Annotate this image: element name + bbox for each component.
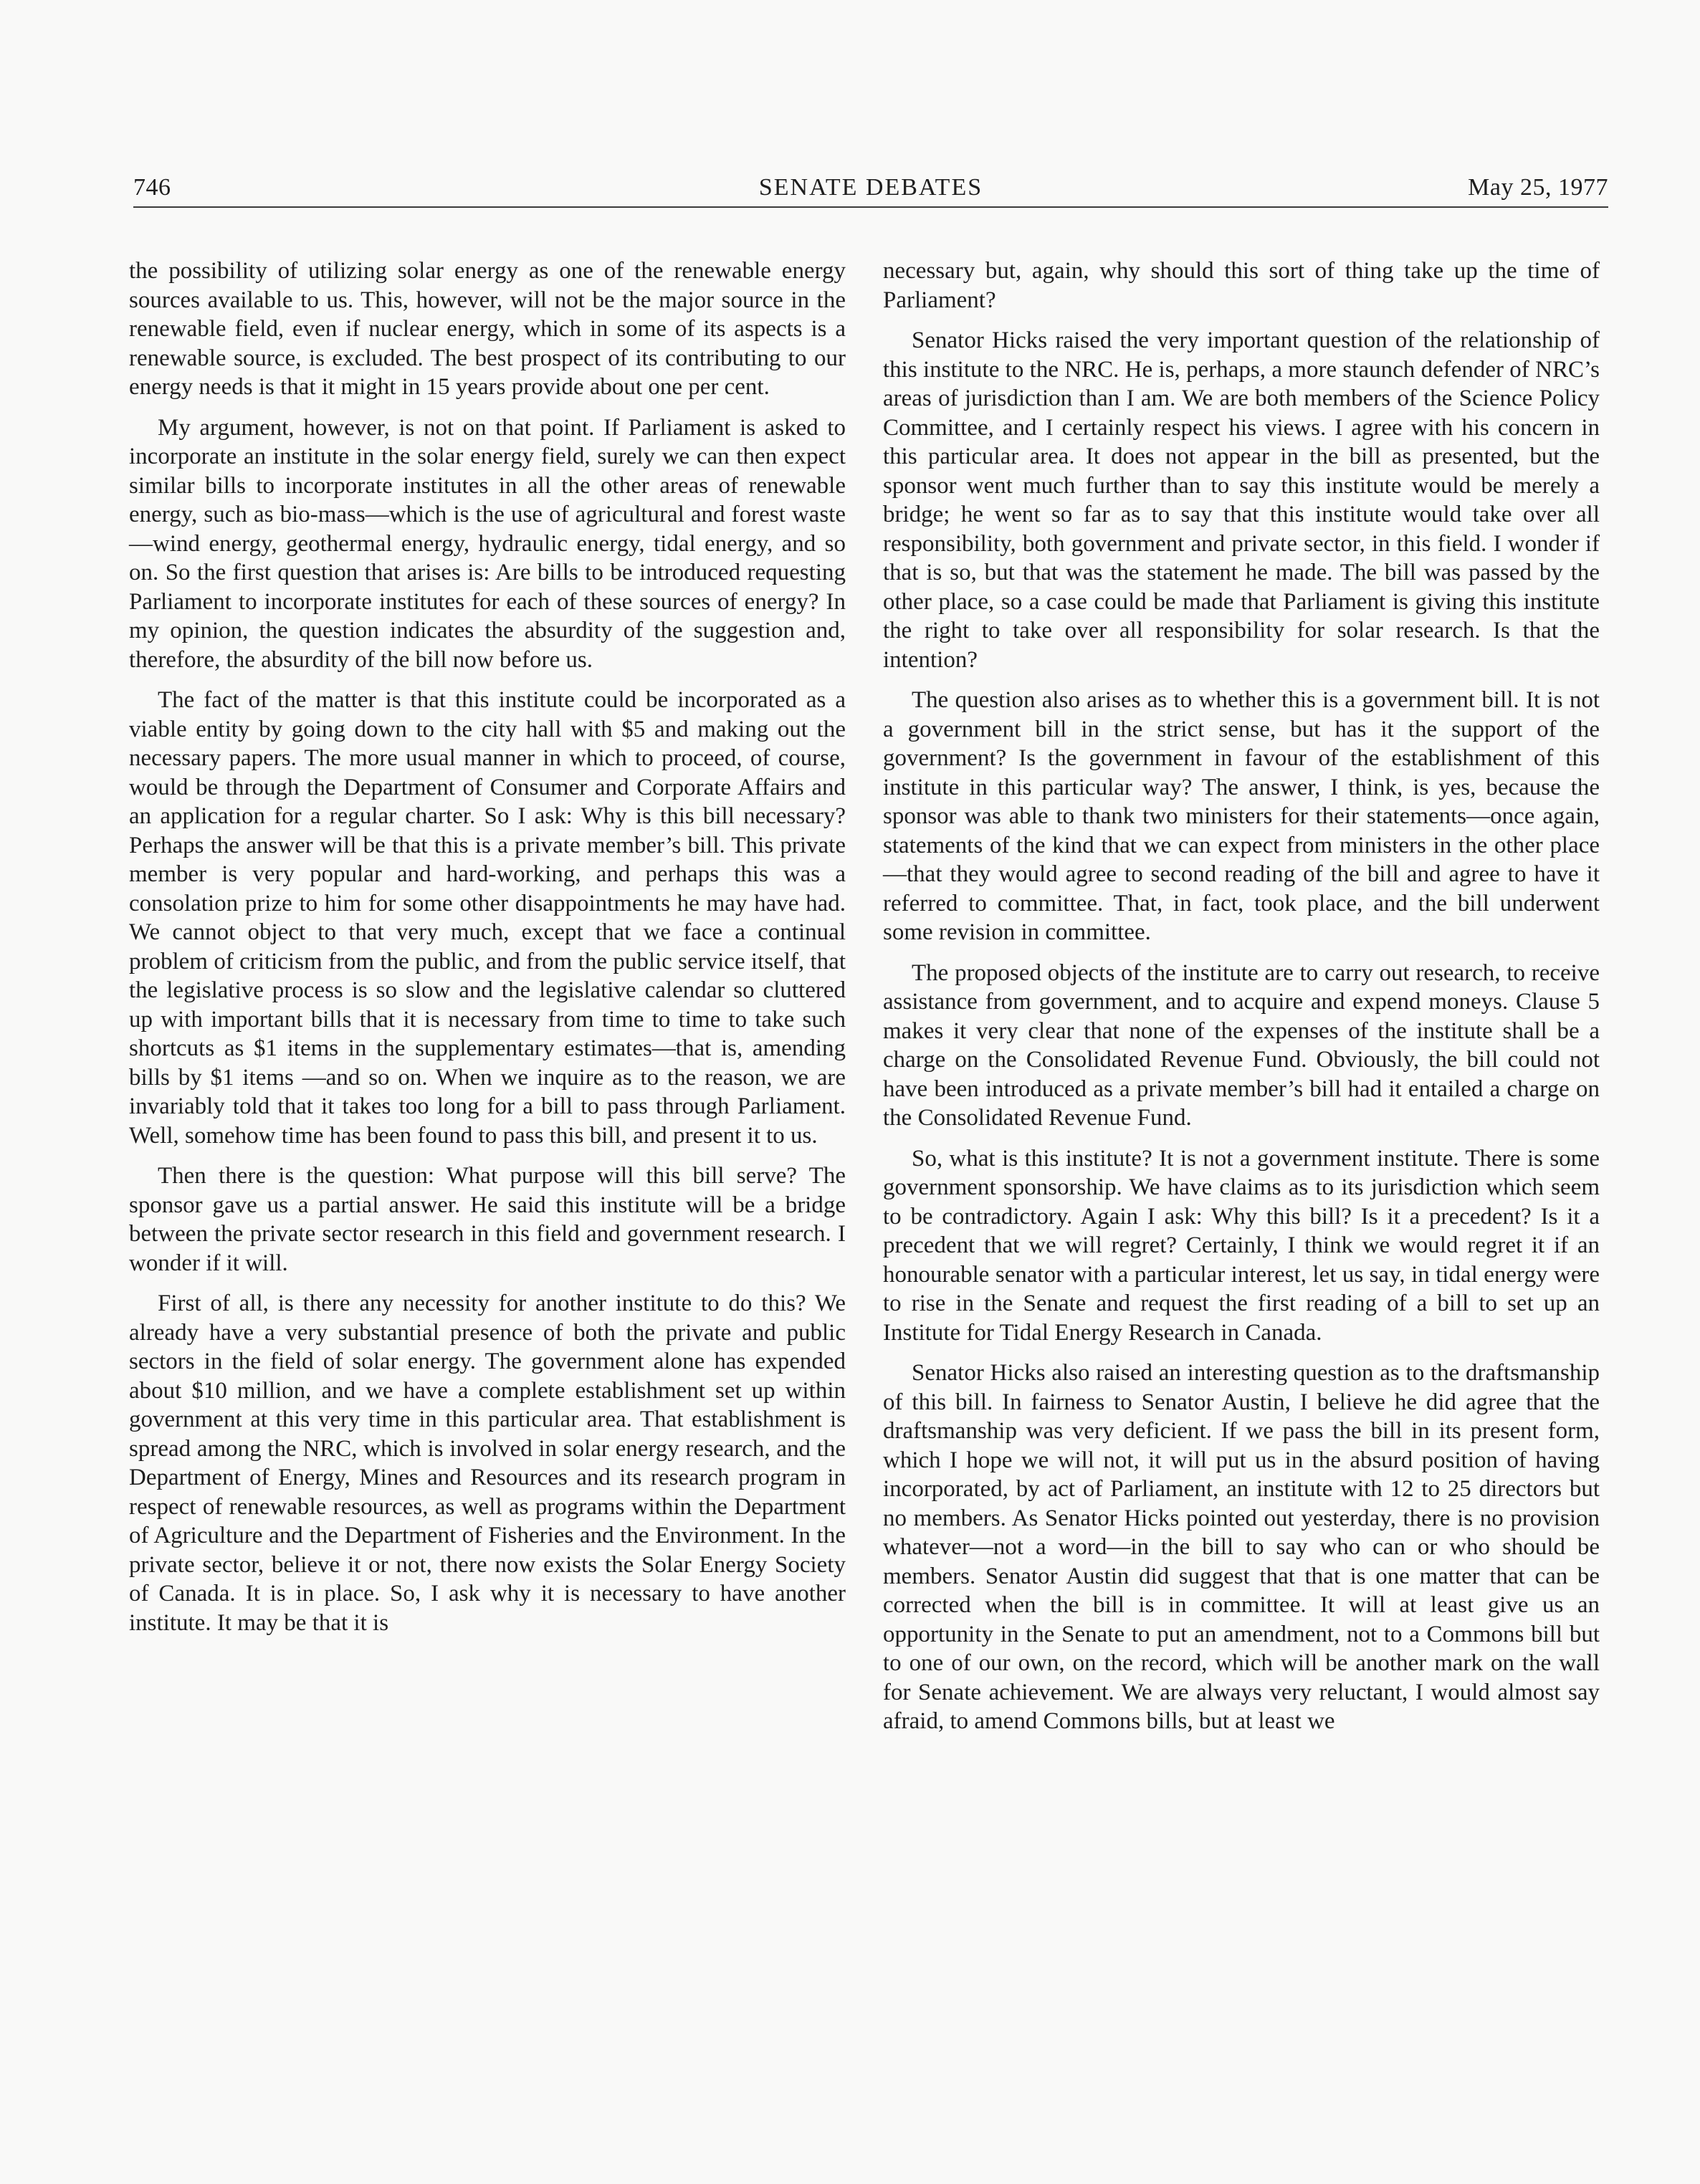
paragraph: So, what is this institute? It is not a government institute. There is some government sponsorship. We have claims as to its jurisdiction which seem to be contradictory. Again I ask: Why this bill? Is it a precedent? Is it a precedent that we will regret? Certainly, I think we would regret it if an honourable senator with a particular interest, let us say, in tidal energy were to rise in the Senate and request the first reading of a bill to set up an Institute for Tidal Energy Research in Canada. — [883, 1145, 1600, 1346]
paragraph: Senator Hicks also raised an interesting question as to the draftsmanship of this bill. In fairness to Senator Austin, I believe he did agree that the draftsmanship was very deficient. If we pass the bill in its present form, which I hope we will not, it will put us in the absurd position of having incorporated, by act of Parliament, an institute with 12 to 25 directors but no members. As Senator Hicks pointed out yesterday, there is no provision whatever—not a word—in the bill to say who can or who should be members. Senator Austin did suggest that that is one matter that can be corrected when the bill is in committee. It will at least give us an opportunity in the Senate to put an amendment, not to a Commons bill but to one of our own, on the record, which will be another mark on the wall for Senate achievement. We are always very reluctant, I would almost say afraid, to amend Commons bills, but at least we — [883, 1360, 1600, 1734]
paragraph: necessary but, again, why should this sort of thing take up the time of Parliament? — [883, 258, 1600, 313]
paragraph: The proposed objects of the institute are to carry out research, to receive assistance from government, and to acquire and expend moneys. Clause 5 makes it very clear that none of the expenses of the institute shall be a charge on the Consolidated Revenue Fund. Obviously, the bill could not have been introduced as a private member’s bill had it entailed a charge on the Consolidated Revenue Fund. — [883, 959, 1600, 1131]
paragraph: Senator Hicks raised the very important question of the relationship of this institute to the NRC. He is, perhaps, a more staunch defender of NRC’s areas of jurisdiction than I am. We are both members of the Science Policy Committee, and I certainly respect his views. I agree with his concern in this particular area. It does not appear in the bill as presented, but the sponsor went much further than to say this institute would be merely a bridge; he went so far as to say that this institute would take over all responsibility, both government and private sector, in this field. I wonder if that is so, but that was the statement he made. The bill was passed by the other place, so a case could be made that Parliament is giving this institute the right to take over all responsibility for solar research. Is that the intention? — [883, 327, 1600, 673]
page-header — [133, 172, 1608, 206]
header-rule — [133, 206, 1608, 208]
paragraph: Then there is the question: What purpose will this bill serve? The sponsor gave us a partial answer. He said this institute will be a bridge between the private sector research in this field and government research. I wonder if it will. — [129, 1163, 846, 1276]
left-column — [129, 257, 846, 1649]
paragraph: First of all, is there any necessity for another institute to do this? We already have a very substantial presence of both the private and public sectors in the field of solar energy. The government alone has expended about $10 million, and we have a complete establishment set up within government at this very time in this particular area. That establishment is spread among the NRC, which is involved in solar energy research, and the Department of Energy, Mines and Resources and its research program in respect of renewable resources, as well as programs within the Department of Agriculture and the Department of Fisheries and the Environment. In the private sector, believe it or not, there now exists the Solar Energy Society of Canada. It is in place. So, I ask why it is necessary to have another institute. It may be that it is — [129, 1290, 846, 1636]
paragraph: The fact of the matter is that this institute could be incorporated as a viable entity by going down to the city hall with $5 and making out the necessary papers. The more usual manner in which to proceed, of course, would be through the Department of Consumer and Corporate Affairs and an application for a regular charter. So I ask: Why is this bill necessary? Perhaps the answer will be that this is a private member’s bill. This private member is very popular and hard-working, and perhaps this was a consolation prize to him for some other disappointments he may have had. We cannot object to that very much, except that we face a continual problem of criticism from the public, and from the public service itself, that the legislative process is so slow and the legislative calendar so cluttered up with important bills that it is necessary from time to time to take such shortcuts as $1 items in the supplementary estimates—that is, amending bills by $1 items —and so on. When we inquire as to the reason, we are invariably told that it takes too long for a bill to pass through Parliament. Well, somehow time has been found to pass this bill, and present it to us. — [129, 687, 846, 1149]
paragraph: The question also arises as to whether this is a government bill. It is not a government bill in the strict sense, but has it the support of the government? Is the government in favour of the establishment of this institute in this particular way? The answer, I think, is yes, because the sponsor was able to thank two ministers for their statements—once again, statements of the kind that we can expect from ministers in the other place—that they would agree to second reading of the bill and agree to have it referred to committee. That, in fact, took place, and the bill underwent some revision in committee. — [883, 687, 1600, 945]
right-column — [883, 257, 1600, 1748]
page-number: 746 — [133, 174, 171, 201]
paragraph: the possibility of utilizing solar energy as one of the renewable energy sources available to us. This, however, will not be the major source in the renewable field, even if nuclear energy, which in some of its aspects is a renewable source, is excluded. The best prospect of its contributing to our energy needs is that it might in 15 years provide about one per cent. — [129, 258, 846, 400]
running-title: SENATE DEBATES — [758, 174, 983, 201]
header-date: May 25, 1977 — [1468, 174, 1608, 201]
paragraph: My argument, however, is not on that point. If Parliament is asked to incorporate an institute in the solar energy field, surely we can then expect similar bills to incorporate institutes in all the other areas of renewable energy, such as bio-mass—which is the use of agricultural and forest waste—wind energy, geothermal energy, hydraulic energy, tidal energy, and so on. So the first question that arises is: Are bills to be introduced requesting Parliament to incorporate institutes for each of these sources of energy? In my opinion, the question indicates the absurdity of the suggestion and, therefore, the absurdity of the bill now before us. — [129, 414, 846, 673]
